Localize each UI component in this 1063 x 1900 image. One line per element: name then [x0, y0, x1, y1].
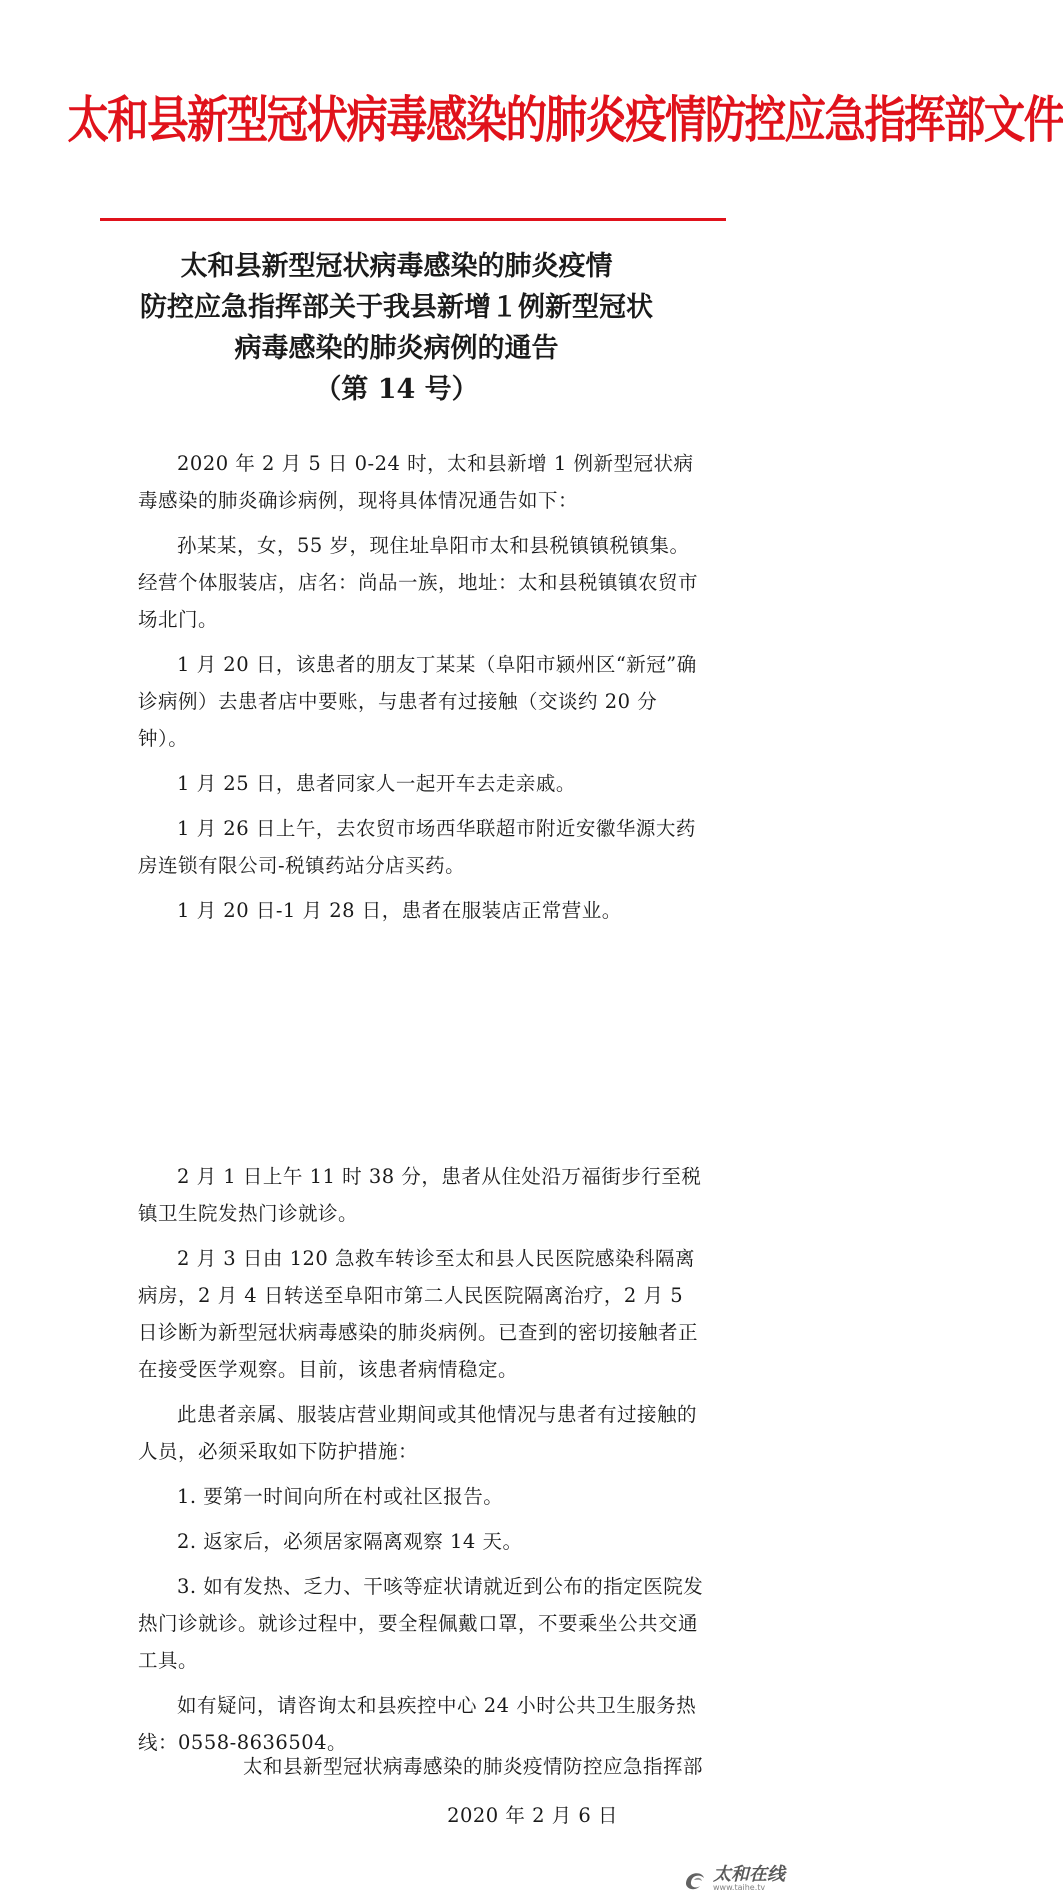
signature-date: 2020 年 2 月 6 日: [447, 1804, 618, 1827]
notice-title-line-2: 防控应急指挥部关于我县新增１例新型冠状: [140, 292, 653, 323]
paragraph-jan-26: 1 月 26 日上午，去农贸市场西华联超市附近安徽华源大药房连锁有限公司-税镇药站分店买药。: [138, 817, 696, 877]
swirl-logo-icon: [682, 1866, 708, 1892]
notice-title-line-3: 病毒感染的肺炎病例的通告: [234, 333, 559, 364]
header-red-rule: [100, 218, 726, 221]
signature-block: [243, 1748, 703, 1834]
measure-2: 2. 返家后，必须居家隔离观察 14 天。: [177, 1530, 523, 1553]
notice-body-top: [138, 445, 706, 937]
paragraph-hotline: 如有疑问，请咨询太和县疾控中心 24 小时公共卫生服务热线：0558-8636504。: [138, 1694, 697, 1754]
paragraph-feb-3-diagnosis: 2 月 3 日由 120 急救车转诊至太和县人民医院感染科隔离病房，2 月 4 日转送至阜阳市第二人民医院隔离治疗，2 月 5 日诊断为新型冠状病毒感染的肺炎病例。已查到的密切接触者正在接受医学观察。目前，该患者病情稳定。: [138, 1247, 699, 1381]
site-watermark: [682, 1866, 785, 1892]
watermark-site-url: www.taihe.tv: [713, 1883, 766, 1892]
paragraph-intro: 2020 年 2 月 5 日 0-24 时，太和县新增 1 例新型冠状病毒感染的肺炎确诊病例，现将具体情况通告如下：: [138, 452, 694, 512]
paragraph-patient-info: 孙某某，女，55 岁，现住址阜阳市太和县税镇镇税镇集。经营个体服装店，店名：尚品一族，地址：太和县税镇镇农贸市场北门。: [138, 534, 699, 631]
paragraph-contacts-warning: 此患者亲属、服装店营业期间或其他情况与患者有过接触的人员，必须采取如下防护措施：: [138, 1403, 698, 1463]
paragraph-feb-1: 2 月 1 日上午 11 时 38 分，患者从住处沿万福街步行至税镇卫生院发热门诊就诊。: [138, 1165, 702, 1225]
paragraph-jan-20-28: 1 月 20 日-1 月 28 日，患者在服装店正常营业。: [177, 899, 622, 922]
notice-body-bottom: [138, 1158, 706, 1769]
measure-1: 1. 要第一时间向所在村或社区报告。: [177, 1485, 504, 1508]
watermark-site-name: 太和在线: [713, 1864, 785, 1885]
notice-number: （第 14 号）: [314, 374, 479, 405]
notice-title-line-1: 太和县新型冠状病毒感染的肺炎疫情: [180, 251, 613, 282]
paragraph-jan-25: 1 月 25 日，患者同家人一起开车去走亲戚。: [177, 772, 576, 795]
document-header-title: 太和县新型冠状病毒感染的肺炎疫情防控应急指挥部文件: [67, 90, 1063, 149]
notice-title: [0, 246, 793, 410]
signature-organization: 太和县新型冠状病毒感染的肺炎疫情防控应急指挥部: [242, 1755, 703, 1778]
measure-3: 3. 如有发热、乏力、干咳等症状请就近到公布的指定医院发热门诊就诊。就诊过程中，要全程佩戴口罩，不要乘坐公共交通工具。: [138, 1575, 704, 1672]
paragraph-jan-20-contact: 1 月 20 日，该患者的朋友丁某某（阜阳市颍州区“新冠”确诊病例）去患者店中要账，与患者有过接触（交谈约 20 分钟）。: [138, 653, 697, 750]
